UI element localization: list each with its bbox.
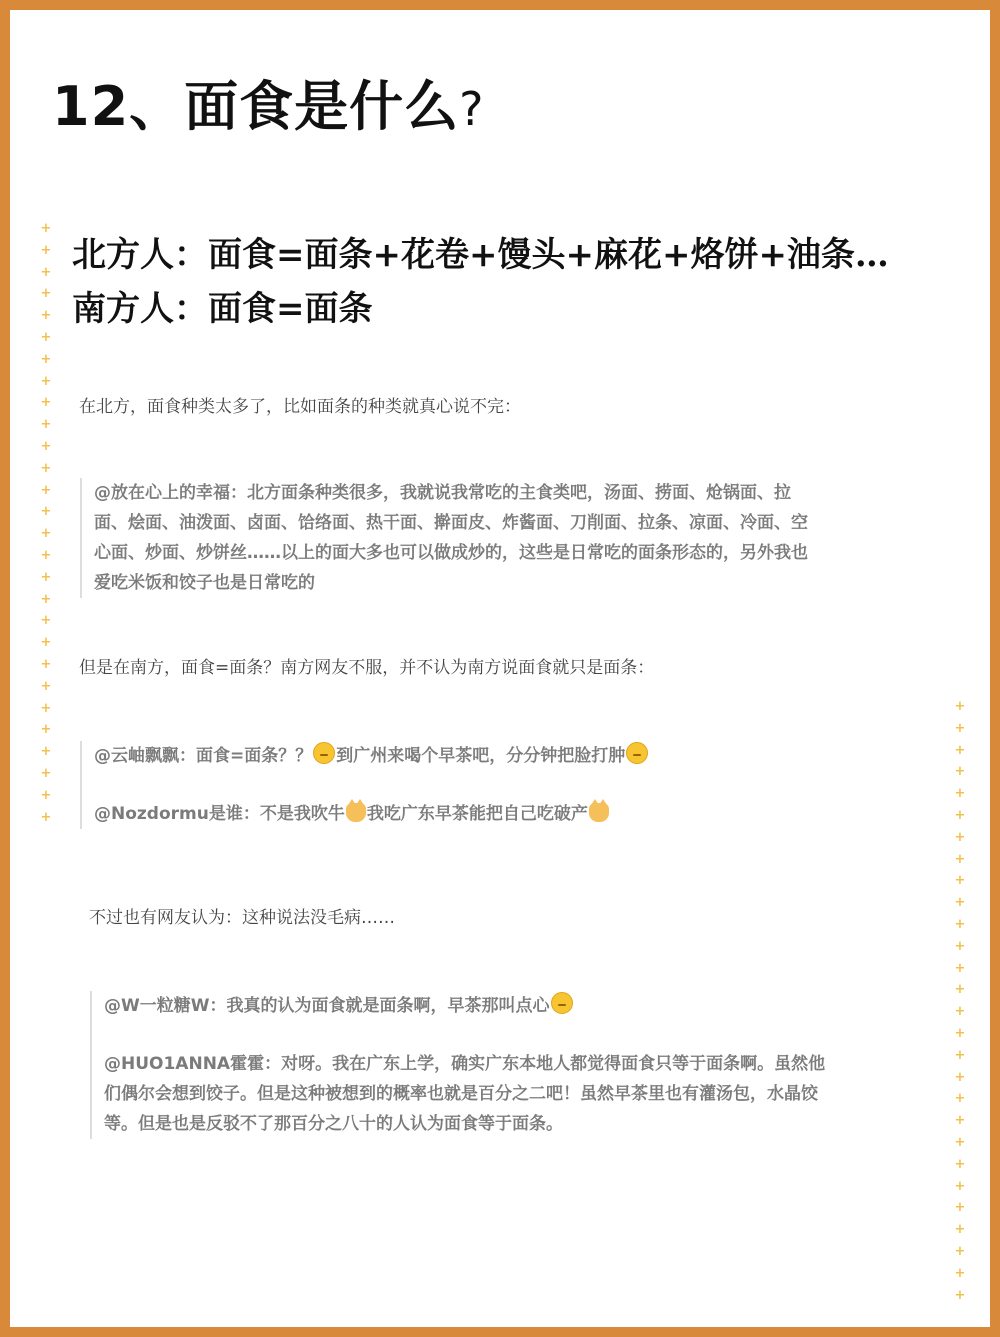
agree-intro-paragraph: 不过也有网友认为：这种说法没毛病…… <box>89 908 395 928</box>
article-page <box>10 10 990 1327</box>
quote-nozdormu-text-a: @Nozdormu是谁：不是我吹牛 <box>94 804 345 824</box>
quote-wyilitang-text: @W一粒糖W：我真的认为面食就是面条啊，早茶那叫点心 <box>104 996 550 1016</box>
agree-quote-block <box>90 991 934 1139</box>
lead-line-south: 南方人：面食=面条 <box>72 289 373 329</box>
quote-nozdormu <box>94 799 934 829</box>
quote-line: 等。但是也是反驳不了那百分之八十的人认为面食等于面条。 <box>104 1114 563 1134</box>
crying-laughing-face-icon <box>551 992 573 1014</box>
page-title <box>52 72 485 144</box>
quote-line: 们偶尔会想到饺子。但是这种被想到的概率也就是百分之二吧！虽然早茶里也有灌汤包，水晶饺 <box>104 1084 818 1104</box>
right-plus-decoration-icon: + + + + + + + + + + + + + + + + + + + + + + + + + + + + <box>954 699 966 1303</box>
quote-wyilitang <box>104 991 934 1021</box>
north-quote-block <box>80 478 934 598</box>
quote-yunxiu-text-b: 到广州来喝个早茶吧，分分钟把脸打肿 <box>336 746 626 766</box>
title-text: 12、面食是什么 <box>52 75 460 138</box>
south-intro-paragraph: 但是在南方，面食=面条？南方网友不服，并不认为南方说面食就只是面条： <box>79 658 655 678</box>
south-quote-block <box>80 741 934 829</box>
quote-line: 面、烩面、油泼面、卤面、饸络面、热干面、擀面皮、炸酱面、刀削面、拉条、凉面、冷面、空 <box>94 513 808 533</box>
lead-statement <box>72 228 889 336</box>
quote-line: @HUO1ANNA霍霍：对呀。我在广东上学，确实广东本地人都觉得面食只等于面条啊。虽然他 <box>104 1054 826 1074</box>
quote-nozdormu-text-b: 我吃广东早茶能把自己吃破产 <box>366 804 588 824</box>
quote-line: 心面、炒面、炒饼丝……以上的面大多也可以做成炒的，这些是日常吃的面条形态的，另外我也 <box>94 543 808 563</box>
laughing-tears-face-icon <box>626 742 648 764</box>
smirk-face-icon <box>313 742 335 764</box>
left-plus-decoration-icon: + + + + + + + + + + + + + + + + + + + + + + + + + + + + <box>40 221 52 825</box>
lead-line-north: 北方人：面食=面条+花卷+馒头+麻花+烙饼+油条… <box>72 235 889 275</box>
quote-line: 爱吃米饭和饺子也是日常吃的 <box>94 573 315 593</box>
quote-yunxiu <box>94 741 934 771</box>
cat-face-icon <box>589 803 609 822</box>
quote-line: @放在心上的幸福：北方面条种类很多，我就说我常吃的主食类吧，汤面、捞面、炝锅面、拉 <box>94 483 791 503</box>
title-question-mark: ? <box>459 82 485 136</box>
cat-face-icon <box>346 803 366 822</box>
north-intro-paragraph: 在北方，面食种类太多了，比如面条的种类就真心说不完： <box>79 397 521 417</box>
quote-yunxiu-text-a: @云岫飘飘：面食=面条？？ <box>94 746 313 766</box>
